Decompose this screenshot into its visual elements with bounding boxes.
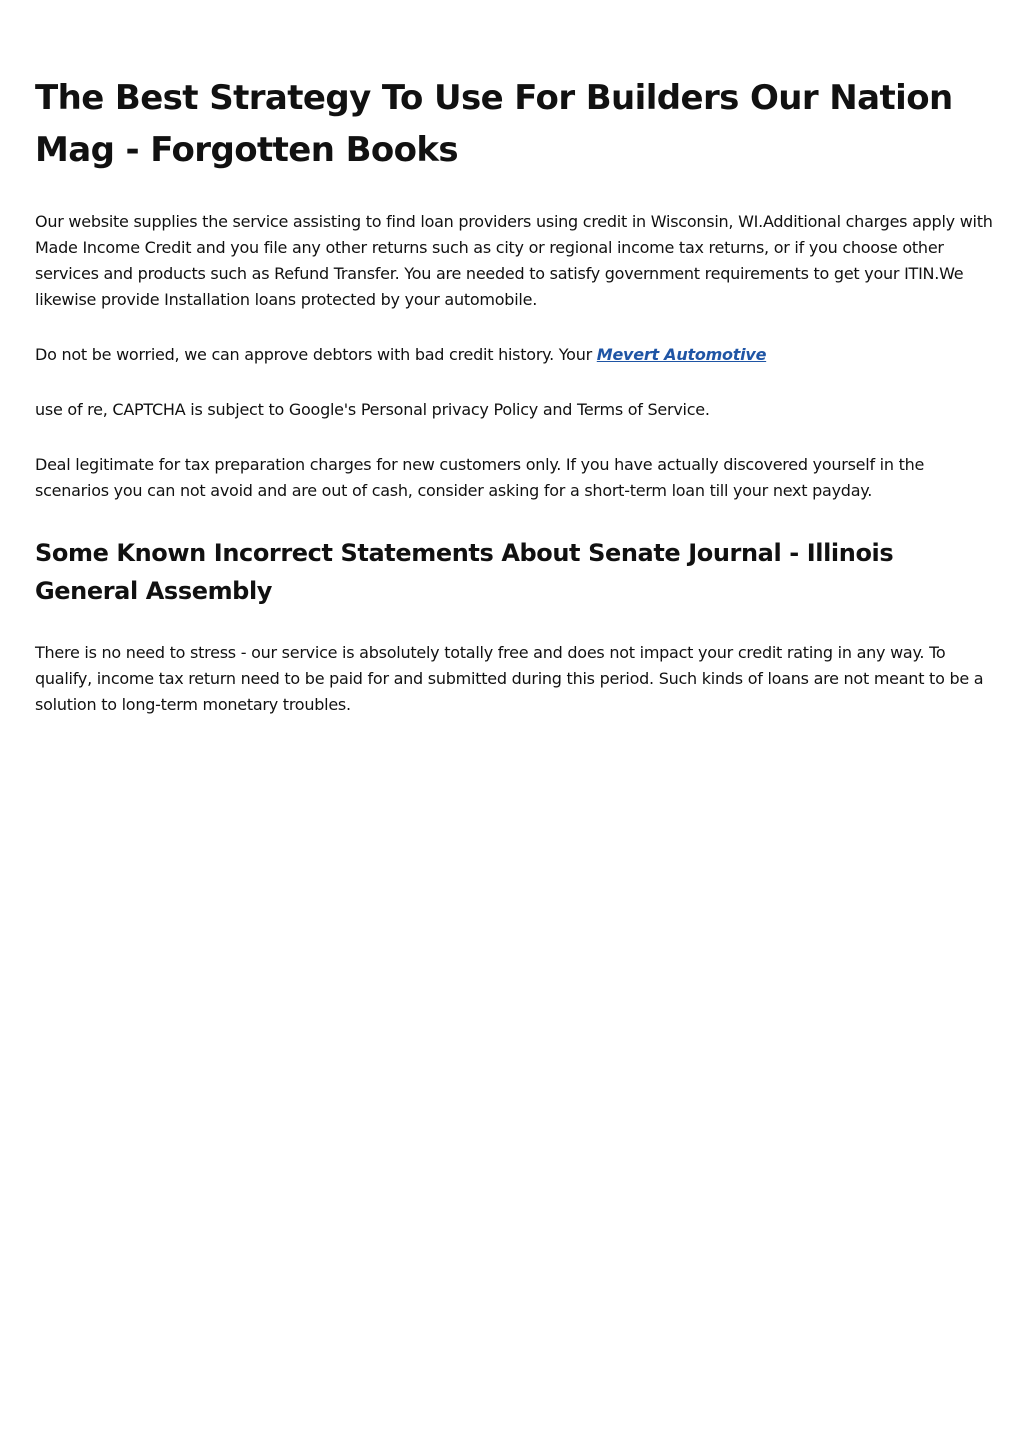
section-heading: Some Known Incorrect Statements About Senate Journal - Illinois General Assembly <box>35 539 894 605</box>
mevert-automotive-link[interactable]: Mevert Automotive <box>596 345 767 364</box>
paragraph-captcha: use of re, CAPTCHA is subject to Google's Personal privacy Policy and Terms of Service. <box>35 400 710 419</box>
paragraph-bad-credit <box>35 342 995 368</box>
intro-paragraph: Our website supplies the service assisting to find loan providers using credit in Wisconsin, WI.Additional charges apply with Made Income Credit and you file any other returns such as city or regional income tax returns, or if you choose other services and products such as Refund Transfer. You are needed to satisfy government requirements to get your ITIN.We likewise provide Installation loans protected by your automobile. <box>35 212 993 309</box>
section-paragraph: There is no need to stress - our service is absolutely totally free and does not impact your credit rating in any way. To qualify, income tax return need to be paid for and submitted during this period. Such kinds of loans are not meant to be a solution to long-term monetary troubles. <box>35 643 984 714</box>
paragraph-bad-credit-text: Do not be worried, we can approve debtors with bad credit history. Your <box>35 345 597 364</box>
paragraph-deal: Deal legitimate for tax preparation charges for new customers only. If you have actually discovered yourself in the scenarios you can not avoid and are out of cash, consider asking for a short-term loan till your next payday. <box>35 455 925 500</box>
page-title: The Best Strategy To Use For Builders Our Nation Mag - Forgotten Books <box>35 78 953 170</box>
document-page <box>35 0 995 718</box>
